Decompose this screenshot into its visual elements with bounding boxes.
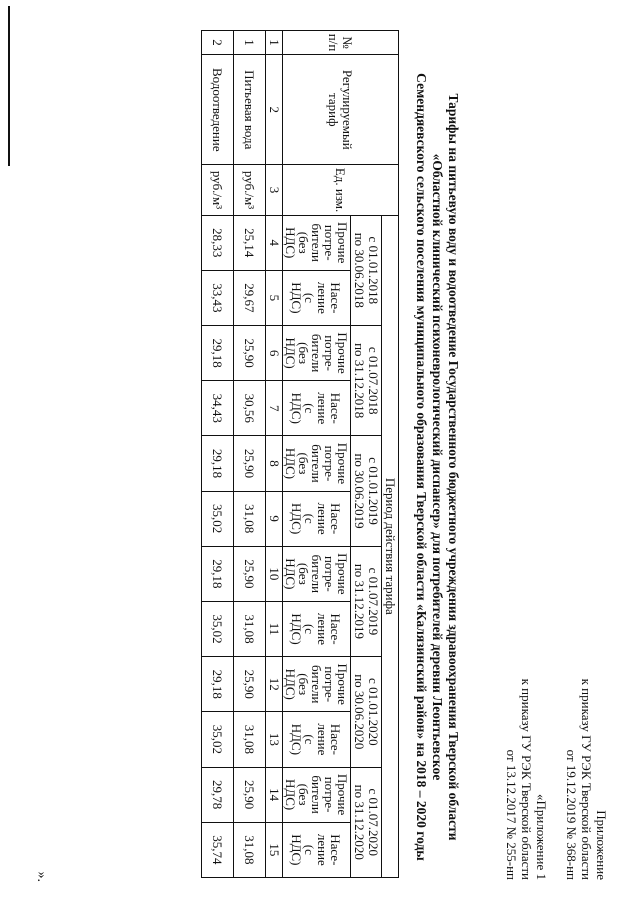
appendix-line: «Приложение 1 [534, 793, 549, 880]
subheader-line: (с [302, 734, 318, 745]
subheader-line: Насе- [328, 392, 344, 424]
appendix-line: к приказу ГУ РЭК Тверской области [579, 678, 594, 880]
subheader-other [283, 657, 351, 712]
subheader-line: ление [315, 613, 331, 645]
subheader-line: потре- [322, 335, 337, 371]
column-number-row [266, 31, 283, 878]
period-from: с 01.01.2019 [366, 457, 381, 525]
period-cell [351, 436, 382, 546]
appendix-line: от 13.12.2017 № 255-нп [504, 749, 519, 880]
subheader-line: НДС) [289, 503, 305, 535]
subheader-line: (без [296, 231, 311, 254]
closing-mark: ». [34, 871, 49, 882]
subheader-other [283, 215, 351, 270]
subheader-line: бители [309, 775, 324, 814]
subheader-line: Насе- [328, 834, 344, 866]
subheader-line: НДС) [283, 668, 298, 700]
subheader-line: НДС) [283, 227, 298, 259]
subheader-line: потре- [322, 555, 337, 592]
subheader-line: бители [309, 333, 324, 373]
subheader-population [283, 381, 351, 436]
row-unit: руб./м³ [234, 165, 266, 215]
period-to: по 31.12.2019 [352, 563, 367, 640]
period-from: с 01.07.2019 [366, 567, 381, 636]
subheader-line: Прочие [335, 773, 350, 816]
subheader-line: Насе- [328, 503, 344, 535]
column-number: 7 [266, 381, 283, 436]
subheader-population [283, 601, 351, 656]
tariff-value: 29,78 [202, 767, 234, 822]
period-from: с 01.01.2020 [366, 678, 381, 746]
tariff-value: 25,90 [234, 326, 266, 381]
subheader-line: Насе- [328, 613, 344, 645]
period-to: по 30.06.2019 [352, 453, 367, 529]
tariff-value: 25,90 [234, 767, 266, 822]
period-to: по 31.12.2020 [352, 784, 367, 860]
title-line: «Областной клинический психоневрологический диспансер» для потребителей деревни Леонтьевское [430, 153, 445, 781]
column-number: 8 [266, 436, 283, 491]
subheader-line: потре- [322, 776, 337, 813]
subheader-line: Прочие [335, 442, 350, 485]
column-number: 5 [266, 270, 283, 325]
period-to: по 30.06.2018 [352, 232, 367, 308]
tariff-table [201, 30, 399, 878]
tariff-value: 35,74 [202, 822, 234, 877]
subheader-line: ление [315, 833, 331, 866]
subheader-line: Прочие [335, 553, 350, 595]
period-cell [351, 767, 382, 878]
header-row-period [382, 31, 399, 878]
column-number: 3 [266, 165, 283, 215]
subheader-line: НДС) [283, 558, 298, 590]
period-to: по 31.12.2018 [352, 343, 367, 419]
subheader-line: ление [315, 392, 331, 425]
period-from: с 01.01.2018 [366, 236, 381, 305]
subheader-line: НДС) [283, 337, 298, 369]
subheader-population [283, 491, 351, 546]
subheader-line: Прочие [335, 332, 350, 374]
tariff-value: 35,02 [202, 712, 234, 767]
row-num: 1 [234, 31, 266, 55]
subheader-population [283, 270, 351, 325]
column-number: 12 [266, 657, 283, 712]
original-appendix-header [504, 679, 549, 880]
header-num: № п/п [283, 31, 399, 55]
subheader-line: Прочие [335, 222, 350, 264]
period-cell [351, 326, 382, 436]
column-number: 1 [266, 31, 283, 55]
table-row [202, 31, 234, 878]
subheader-line: Прочие [335, 663, 350, 705]
column-number: 6 [266, 326, 283, 381]
document-title [413, 70, 461, 864]
column-number: 13 [266, 712, 283, 767]
row-name: Питьевая вода [234, 55, 266, 165]
row-unit: руб./м³ [202, 165, 234, 215]
header-tariff: Регулируемый тариф [283, 55, 399, 165]
subheader-other [283, 767, 351, 822]
tariff-value: 31,08 [234, 712, 266, 767]
period-from: с 01.07.2018 [366, 346, 381, 415]
appendix-line: к приказу ГУ РЭК Тверской области [519, 678, 534, 880]
tariff-value: 35,02 [202, 601, 234, 656]
subheader-line: Насе- [328, 282, 344, 314]
column-number: 11 [266, 601, 283, 656]
column-number: 9 [266, 491, 283, 546]
subheader-line: (с [302, 844, 318, 855]
column-number: 14 [266, 767, 283, 822]
appendix-header [564, 679, 609, 880]
period-cell [351, 657, 382, 767]
subheader-line: (без [296, 342, 311, 365]
period-to: по 30.06.2020 [352, 674, 367, 750]
subheader-line: (без [296, 673, 311, 696]
tariff-value: 25,90 [234, 546, 266, 601]
period-cell [351, 215, 382, 325]
tariff-value: 29,18 [202, 436, 234, 491]
subheader-other [283, 326, 351, 381]
column-number: 10 [266, 546, 283, 601]
title-line: Семендяевского сельского поселения муниципального образования Тверской области «Калязинский район» на 2018 – 2020 годы [414, 73, 429, 861]
tariff-value: 35,02 [202, 491, 234, 546]
tariff-value: 29,18 [202, 546, 234, 601]
tariff-value: 25,14 [234, 215, 266, 270]
subheader-other [283, 436, 351, 491]
tariff-value: 28,33 [202, 215, 234, 270]
subheader-population [283, 712, 351, 767]
column-number: 4 [266, 215, 283, 270]
subheader-line: (с [302, 513, 318, 524]
subheader-line: (без [296, 783, 311, 806]
tariff-value: 29,18 [202, 326, 234, 381]
subheader-line: (с [302, 292, 318, 303]
table-row [234, 31, 266, 878]
subheader-line: потре- [322, 224, 337, 261]
subheader-line: ление [315, 502, 331, 535]
column-number: 2 [266, 55, 283, 165]
row-num: 2 [202, 31, 234, 55]
title-line: Тарифы на питьевую воду и водоотведение Государственного бюджетного учреждения здравоохранения Тверской области [446, 93, 461, 841]
subheader-line: ление [315, 723, 331, 756]
appendix-line: Приложение [594, 810, 609, 880]
row-name: Водоотведение [202, 55, 234, 165]
tariff-value: 33,43 [202, 270, 234, 325]
subheader-line: НДС) [283, 778, 298, 811]
header-period: Период действия тарифа [382, 215, 399, 877]
tariff-value: 31,08 [234, 822, 266, 877]
tariff-value: 25,90 [234, 657, 266, 712]
tariff-value: 31,08 [234, 491, 266, 546]
tariff-value: 34,43 [202, 381, 234, 436]
subheader-line: НДС) [283, 447, 298, 480]
period-from: с 01.07.2020 [366, 788, 381, 857]
subheader-line: потре- [322, 445, 337, 482]
subheader-line: (с [302, 623, 318, 635]
subheader-line: потре- [322, 666, 337, 703]
tariff-value: 29,18 [202, 657, 234, 712]
column-number: 15 [266, 822, 283, 877]
subheader-line: ление [315, 281, 331, 314]
appendix-line: от 19.12.2019 № 368-нп [564, 749, 579, 880]
subheader-line: бители [309, 554, 324, 594]
subheader-line: (без [296, 452, 311, 475]
subheader-line: бители [309, 223, 324, 262]
tariff-value: 31,08 [234, 601, 266, 656]
tariff-value: 30,56 [234, 381, 266, 436]
subheader-line: НДС) [289, 282, 305, 314]
subheader-line: НДС) [289, 392, 305, 424]
tariff-value: 29,67 [234, 270, 266, 325]
subheader-line: бители [309, 664, 324, 704]
subheader-line: (с [302, 403, 318, 414]
period-cell [351, 546, 382, 656]
subheader-line: бители [309, 444, 324, 483]
subheader-population [283, 822, 351, 877]
subheader-line: НДС) [289, 613, 305, 645]
header-unit: Ед. изм. [283, 165, 399, 215]
subheader-line: Насе- [328, 723, 344, 755]
subheader-line: (без [296, 562, 311, 585]
subheader-line: НДС) [289, 723, 305, 756]
subheader-other [283, 546, 351, 601]
tariff-value: 25,90 [234, 436, 266, 491]
subheader-line: НДС) [289, 834, 305, 866]
